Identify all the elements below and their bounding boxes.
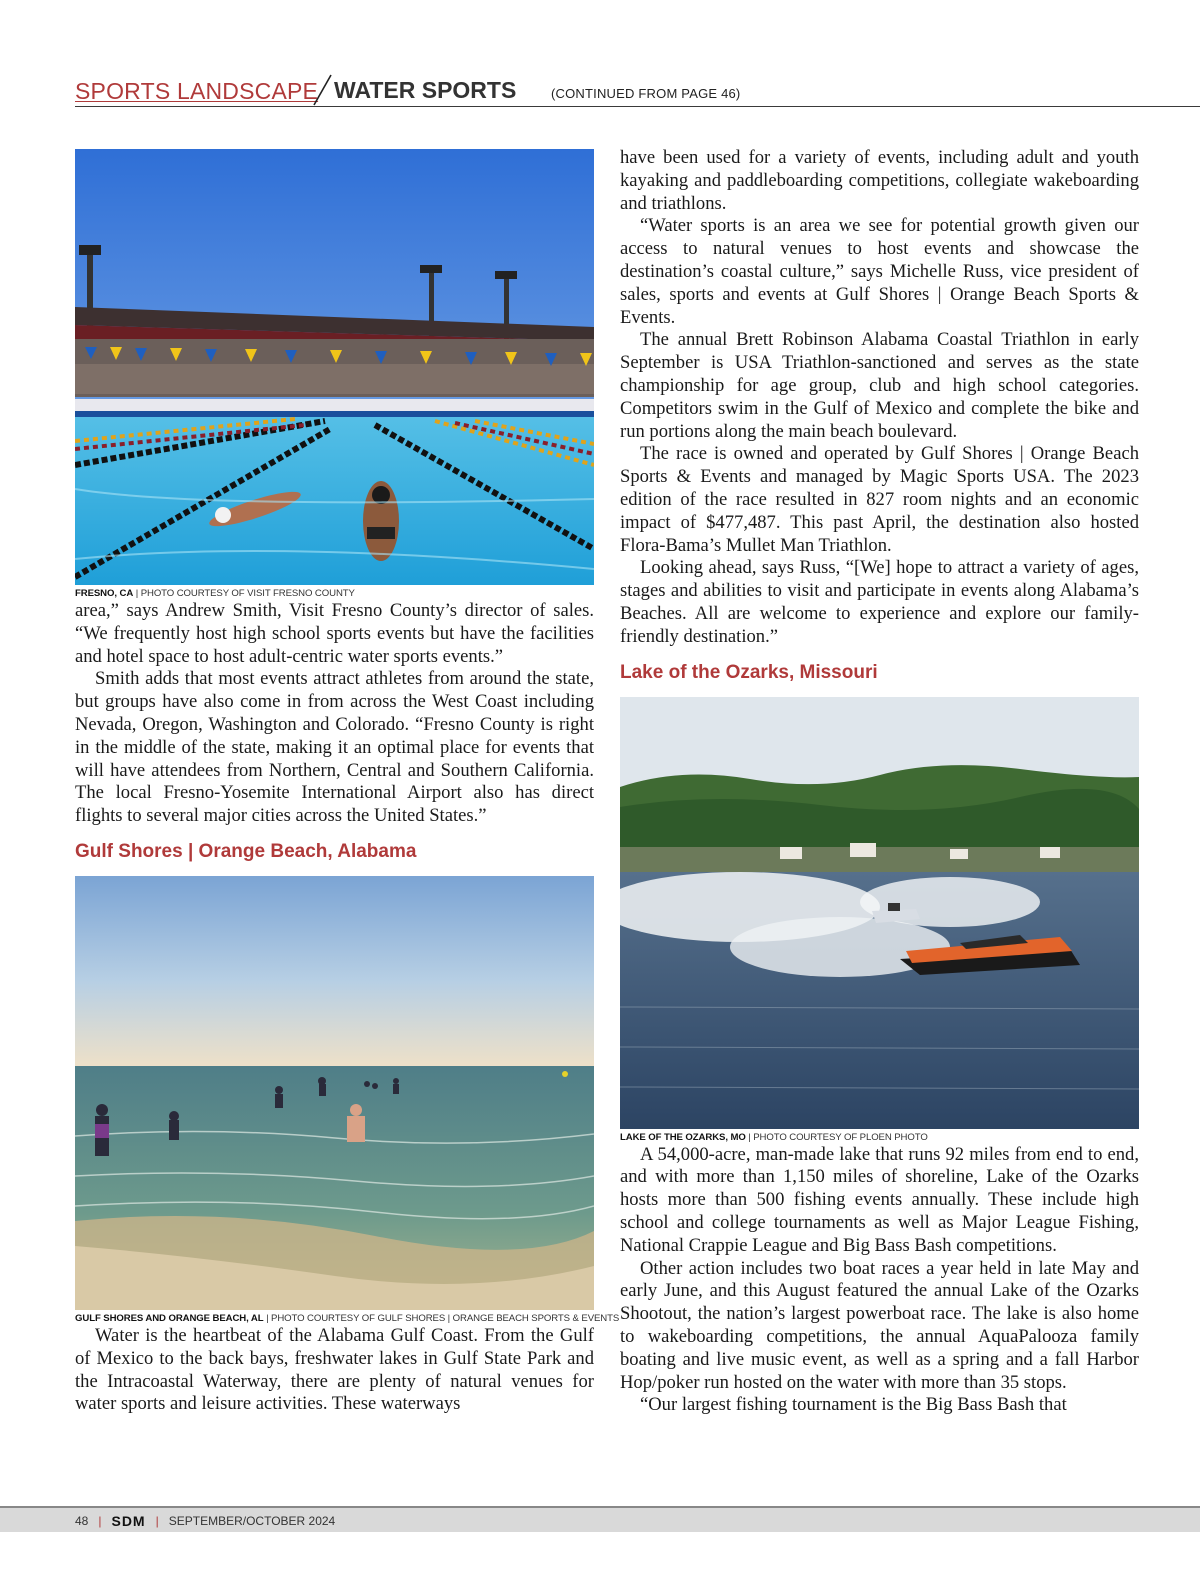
topic-title: WATER SPORTS (334, 77, 517, 103)
paragraph: have been used for a variety of events, including adult and youth kayaking and paddleboarding competitions, collegiate wakeboarding and triathlons. (620, 147, 1139, 214)
paragraph: Looking ahead, says Russ, “[We] hope to attract a variety of ages, stages and abilities to visit and participate in events along Alabama’s Beaches. All are welcome to experience and explore our family-friendly destination.” (620, 557, 1139, 647)
paragraph: Water is the heartbeat of the Alabama Gulf Coast. From the Gulf of Mexico to the back bays, freshwater lakes in Gulf State Park and the Intracoastal Waterway, there are plenty of natural venues for water sports and leisure activities. These waterways (75, 1324, 594, 1415)
page-header (75, 76, 1200, 107)
left-article-text-1 (75, 600, 594, 828)
lake-ozarks-photo-caption: LAKE OF THE OZARKS, MO | PHOTO COURTESY OF PLOEN PHOTO (620, 1131, 928, 1143)
right-article-text-2 (620, 1144, 1139, 1418)
paragraph: Other action includes two boat races a year held in late May and early June, and this August featured the annual Lake of the Ozarks Shootout, the nation’s largest powerboat race. The lake is also home to wakeboarding competitions, the annual AquaPalooza family boating and live music event, as well as a spring and a fall Harbor Hop/poker run hosted on the water with more than 35 stops. (620, 1257, 1139, 1393)
fresno-photo-caption: FRESNO, CA | PHOTO COURTESY OF VISIT FRESNO COUNTY (75, 588, 355, 599)
paragraph: The race is owned and operated by Gulf Shores | Orange Beach Sports & Events and managed by Magic Sports USA. The 2023 edition of the race resulted in 827 room nights and an economic impact of $477,487. This past April, the destination also hosted Flora-Bama’s Mullet Man Triathlon. (620, 443, 1139, 556)
paragraph: The annual Brett Robinson Alabama Coastal Triathlon in early September is USA Triathlon-sanctioned and serves as the state championship for age group, club and high school categories. Competitors swim in the Gulf of Mexico and complete the bike and run portions along the main beach boulevard. (620, 329, 1139, 442)
fresno-pool-photo (75, 149, 594, 585)
paragraph: A 54,000-acre, man-made lake that runs 92 miles from end to end, and with more than 1,150 miles of shoreline, Lake of the Ozarks hosts more than 500 fishing events annually. These include high school and college tournaments as well as Major League Fishing, National Crappie League and Big Bass Bash competitions. (620, 1143, 1139, 1256)
left-column (75, 149, 620, 1416)
subhead-lake-ozarks: Lake of the Ozarks, Missouri (620, 661, 878, 683)
footer-separator: | (98, 1514, 102, 1528)
gulf-shores-photo-caption: GULF SHORES AND ORANGE BEACH, AL | PHOTO COURTESY OF GULF SHORES | ORANGE BEACH SPORTS & EVENTS (75, 1312, 620, 1324)
paragraph: “Water sports is an area we see for potential growth given our access to natural venues to host events and showcase the destination’s coastal culture,” says Michelle Russ, vice president of sales, sports and events at Gulf Shores | Orange Beach Sports & Events. (620, 215, 1139, 328)
paragraph: “Our largest fishing tournament is the Big Bass Bash that (640, 1394, 1067, 1416)
right-column (620, 147, 1139, 1417)
page-footer (0, 1506, 1200, 1532)
continued-note: (CONTINUED FROM PAGE 46) (551, 86, 741, 101)
gulf-shores-beach-photo (75, 876, 594, 1310)
slash-divider (311, 73, 333, 107)
subhead-gulf-shores: Gulf Shores | Orange Beach, Alabama (75, 840, 417, 862)
footer-separator: | (155, 1514, 159, 1528)
paragraph: area,” says Andrew Smith, Visit Fresno County’s director of sales. “We frequently host high school sports events but have the facilities and hotel space to host adult-centric water sports events.” (75, 600, 594, 667)
left-article-text-2 (75, 1325, 594, 1416)
page-number: 48 (75, 1514, 89, 1528)
lake-ozarks-boat-photo (620, 697, 1139, 1129)
right-article-text-1 (620, 147, 1139, 649)
section-title: SPORTS LANDSCAPE (75, 78, 319, 104)
issue-date: SEPTEMBER/OCTOBER 2024 (168, 1514, 336, 1528)
paragraph: Smith adds that most events attract athletes from around the state, but groups have also come in from across the West Coast including Nevada, Oregon, Washington and Colorado. “Fresno County is right in the middle of the state, making it an optimal place for events that will have attendees from Northern, Central and Southern California. The local Fresno-Yosemite International Airport also has direct flights to several major cities across the United States.” (75, 668, 594, 827)
magazine-logo: SDM (111, 1513, 146, 1529)
